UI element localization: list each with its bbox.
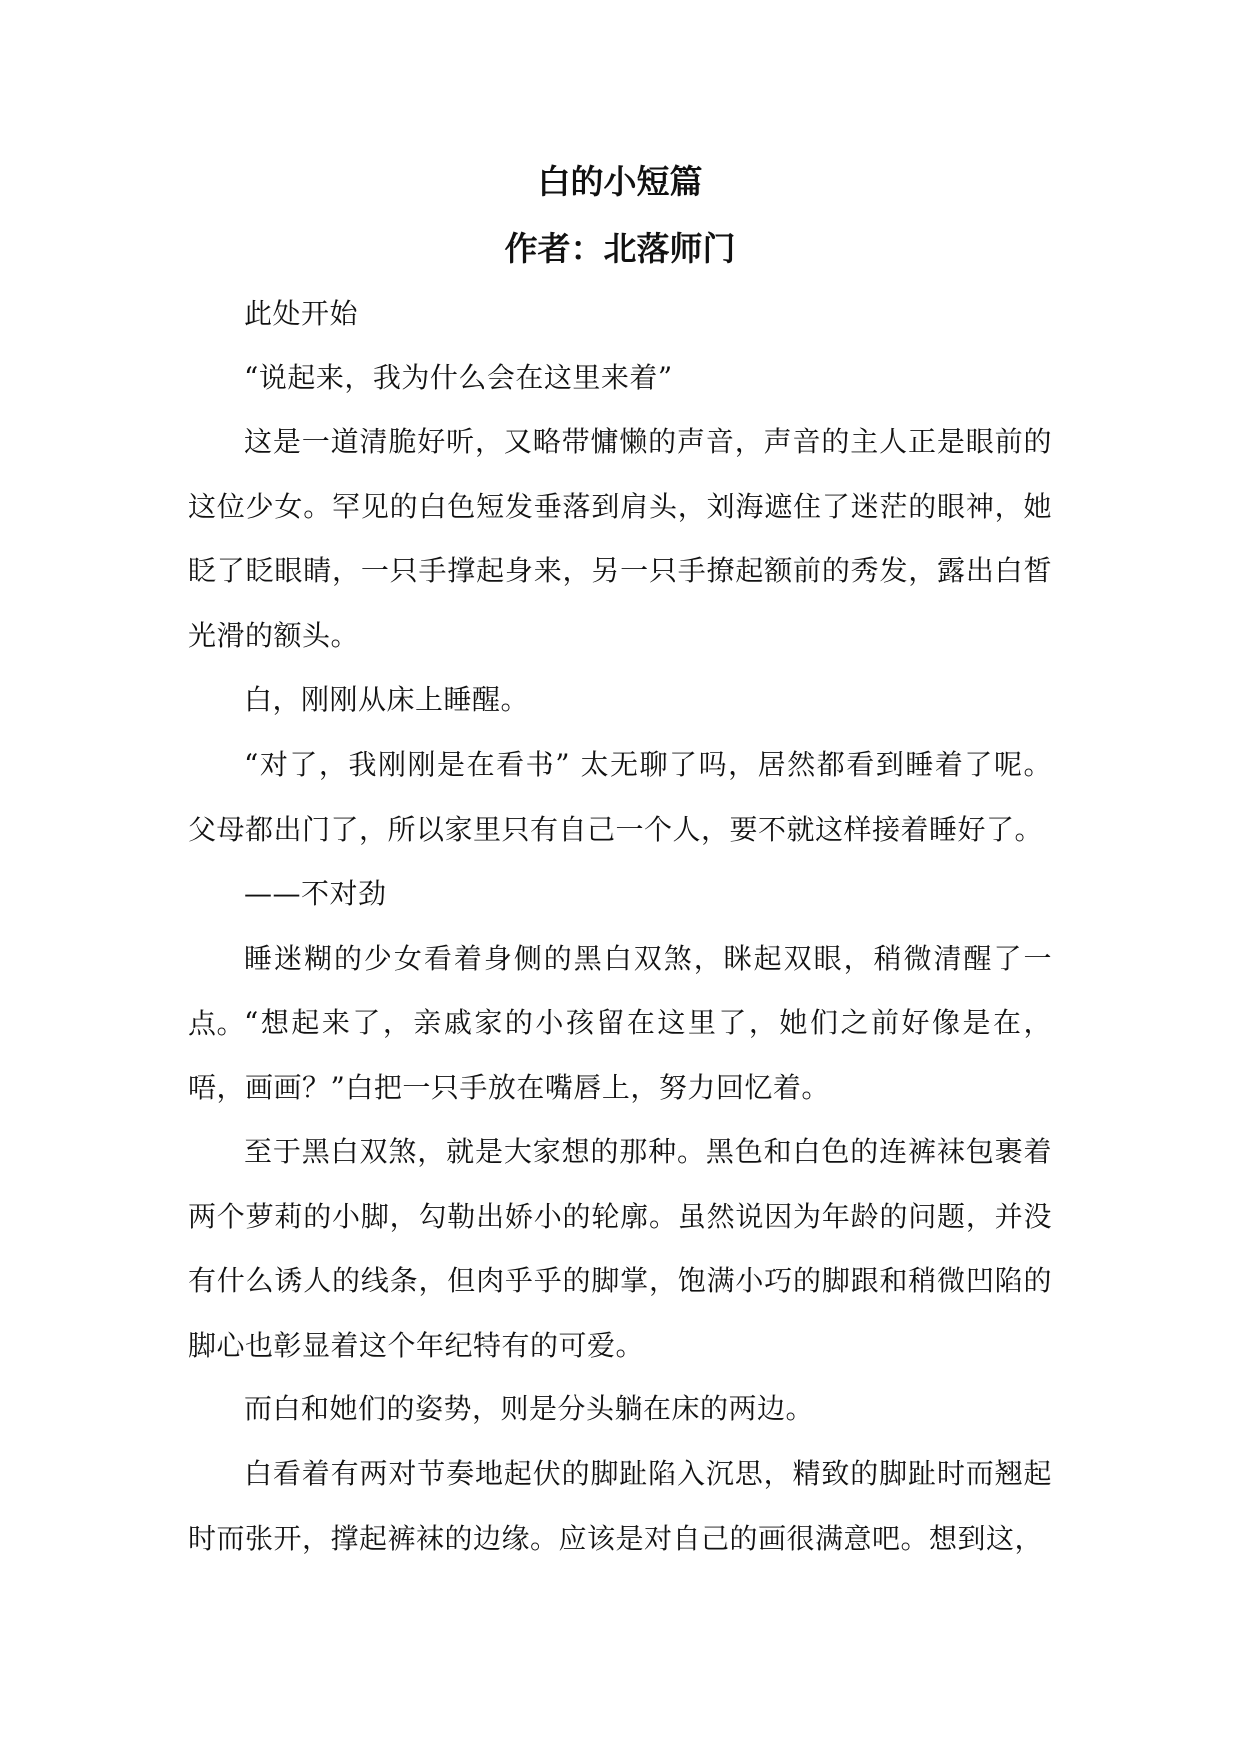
paragraph: “想起来了，亲戚家的小孩留在这里了，她们之前好像是在，唔，画画？”白把一只手放在嘴唇上，努力回忆着。: [188, 1006, 1052, 1104]
paragraph: 睡迷糊的少女看着身侧的黑白双煞，眯起双眼，稍微清醒了一点。: [188, 942, 1052, 1040]
paragraph: ——不对劲: [244, 877, 387, 910]
author-line: 作者：北落师门: [504, 229, 736, 268]
paragraph: 此处开始: [244, 297, 359, 330]
paragraph: 至于黑白双煞，就是大家想的那种。黑色和白色的连裤袜包裹着两个萝莉的小脚，勾勒出娇小的轮廓。虽然说因为年龄的问题，并没有什么诱人的线条，但肉乎乎的脚掌，饱满小巧的脚跟和稍微凹陷的脚心也彰显着这个年纪特有的可爱。: [188, 1135, 1052, 1362]
paragraph: 白看着有两对节奏地起伏的脚趾陷入沉思，精致的脚趾时而翘起时而张开，撑起裤袜的边缘。应该是对自己的画很满意吧。想到这，: [188, 1457, 1052, 1555]
paragraph: “说起来，我为什么会在这里来着”: [244, 361, 673, 394]
paragraph: 白，刚刚从床上睡醒。: [244, 683, 530, 716]
document-title: 白的小短篇: [537, 162, 703, 201]
paragraph: 而白和她们的姿势，则是分头躺在床的两边。: [244, 1392, 815, 1425]
paragraph: “对了，我刚刚是在看书” 太无聊了吗，居然都看到睡着了呢。父母都出门了，所以家里只有自己一个人，要不就这样接着睡好了。: [188, 748, 1052, 846]
paragraph: 这是一道清脆好听，又略带慵懒的声音，声音的主人正是眼前的这位少女。罕见的白色短发垂落到肩头，刘海遮住了迷茫的眼神，她眨了眨眼睛，一只手撑起身来，另一只手撩起额前的秀发，露出白皙光滑的额头。: [188, 425, 1052, 652]
